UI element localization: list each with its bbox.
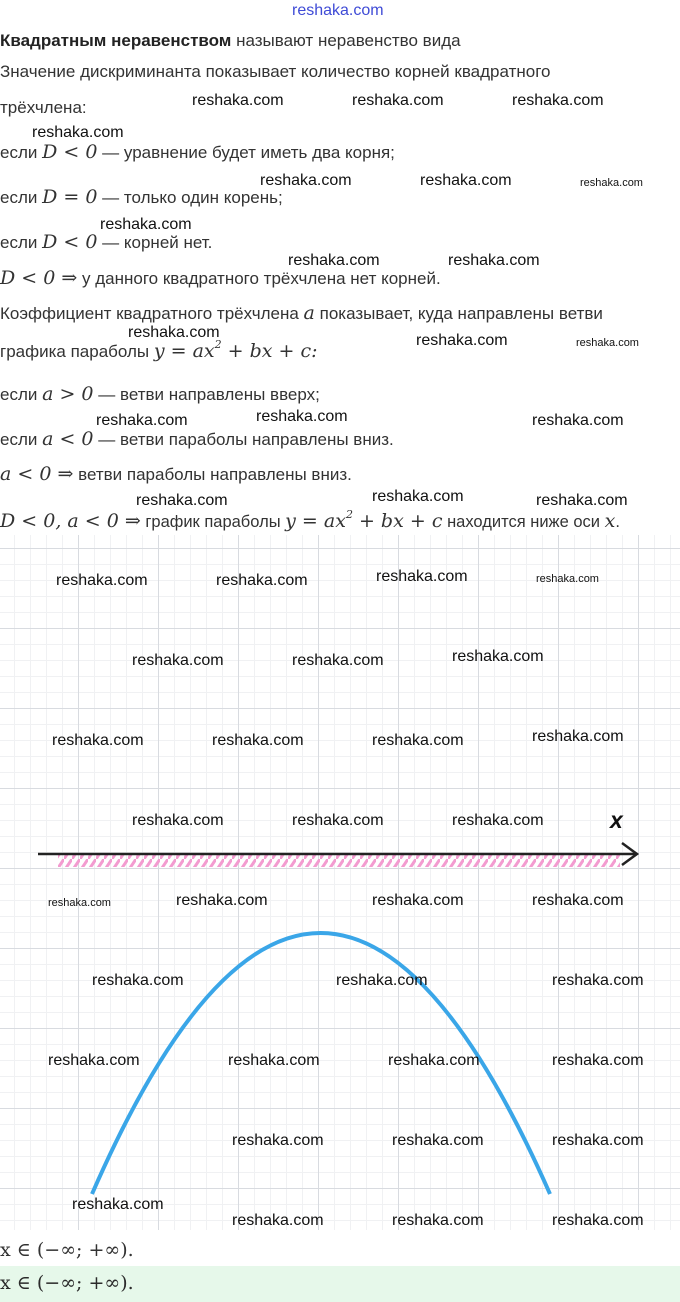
case-d-less-zero-two-roots	[0, 141, 395, 163]
watermark: reshaka.com	[52, 732, 144, 749]
watermark: reshaka.com	[132, 812, 224, 829]
watermark: reshaka.com	[132, 652, 224, 669]
watermark: reshaka.com	[512, 92, 604, 109]
case-math: D = 0	[42, 186, 98, 208]
watermark: reshaka.com	[532, 412, 624, 429]
case-text: — ветви параболы направлены вниз.	[98, 430, 394, 449]
case-a-less-zero	[0, 428, 394, 450]
watermark: reshaka.com	[192, 92, 284, 109]
case-math: a < 0	[42, 428, 94, 450]
watermark: reshaka.com	[100, 216, 192, 233]
formula-part: y = ax	[285, 510, 346, 532]
answer-final: x ∈ (−∞; +∞).	[0, 1272, 134, 1294]
conclusion-branches-down	[0, 463, 352, 485]
conclusion-text: у данного квадратного трёхчлена нет корней.	[82, 269, 441, 288]
watermark: reshaka.com	[176, 892, 268, 909]
formula-part: + bx + c	[352, 510, 443, 532]
watermark: reshaka.com	[372, 732, 464, 749]
watermark: reshaka.com	[452, 648, 544, 665]
watermark: reshaka.com	[292, 652, 384, 669]
case-text: — уравнение будет иметь два корня;	[102, 143, 395, 162]
watermark: reshaka.com	[128, 324, 220, 341]
watermark: reshaka.com	[92, 972, 184, 989]
conclusion-math: D < 0, a < 0 ⇒	[0, 510, 141, 532]
watermark: reshaka.com	[388, 1052, 480, 1069]
watermark: reshaka.com	[32, 124, 124, 141]
parabola-formula	[285, 510, 442, 532]
watermark: reshaka.com	[228, 1052, 320, 1069]
case-text: — только один корень;	[102, 188, 283, 207]
coefficient-text: Коэффициент квадратного трёхчлена	[0, 304, 299, 323]
case-prefix: если	[0, 188, 38, 207]
watermark: reshaka.com	[536, 492, 628, 509]
coefficient-text: графика параболы	[0, 342, 150, 361]
watermark: reshaka.com	[372, 488, 464, 505]
formula-part: y = ax	[153, 340, 215, 362]
discriminant-line-2: трёхчлена:	[0, 98, 87, 117]
watermark: reshaka.com	[452, 812, 544, 829]
watermark: reshaka.com	[292, 2, 384, 19]
watermark: reshaka.com	[580, 177, 643, 189]
case-prefix: если	[0, 143, 38, 162]
case-prefix: если	[0, 430, 38, 449]
answer-box	[0, 1266, 680, 1302]
watermark: reshaka.com	[72, 1196, 164, 1213]
watermark: reshaka.com	[48, 897, 111, 909]
formula-exponent: 2	[214, 338, 222, 351]
watermark: reshaka.com	[232, 1132, 324, 1149]
watermark: reshaka.com	[536, 573, 599, 585]
answer-math: x ∈ (−∞; +∞).	[0, 1239, 134, 1261]
conclusion-text: график параболы	[145, 513, 281, 531]
watermark: reshaka.com	[376, 568, 468, 585]
formula-part: + bx + c:	[221, 340, 318, 362]
watermark: reshaka.com	[416, 332, 508, 349]
axis-var: x	[604, 510, 616, 532]
case-math: a > 0	[42, 383, 94, 405]
watermark: reshaka.com	[532, 892, 624, 909]
watermark: reshaka.com	[392, 1132, 484, 1149]
coefficient-var: a	[303, 302, 315, 324]
conclusion-below-axis	[0, 508, 620, 532]
watermark: reshaka.com	[552, 972, 644, 989]
case-math: D < 0	[42, 231, 98, 253]
discriminant-line-1: Значение дискриминанта показывает количество корней квадратного	[0, 62, 551, 81]
watermark: reshaka.com	[212, 732, 304, 749]
formula-exponent: 2	[345, 508, 353, 521]
watermark: reshaka.com	[372, 892, 464, 909]
case-d-equals-zero	[0, 186, 283, 208]
watermark: reshaka.com	[532, 728, 624, 745]
watermark: reshaka.com	[260, 172, 352, 189]
case-math: D < 0	[42, 141, 98, 163]
watermark: reshaka.com	[392, 1212, 484, 1229]
watermark: reshaka.com	[552, 1212, 644, 1229]
watermark: reshaka.com	[420, 172, 512, 189]
definition-term: Квадратным неравенством	[0, 31, 232, 50]
watermark: reshaka.com	[576, 337, 639, 349]
case-d-less-zero-no-roots	[0, 231, 212, 253]
watermark: reshaka.com	[448, 252, 540, 269]
parabola-formula	[154, 340, 318, 362]
case-prefix: если	[0, 233, 38, 252]
watermark: reshaka.com	[136, 492, 228, 509]
watermark: reshaka.com	[48, 1052, 140, 1069]
period: .	[615, 513, 620, 531]
watermark: reshaka.com	[352, 92, 444, 109]
watermark: reshaka.com	[256, 408, 348, 425]
conclusion-text: находится ниже оси	[447, 513, 600, 531]
parabola-graph	[0, 535, 680, 1230]
watermark: reshaka.com	[216, 572, 308, 589]
answer-line	[0, 1239, 134, 1261]
watermark: reshaka.com	[232, 1212, 324, 1229]
hatched-region	[58, 855, 620, 867]
watermark: reshaka.com	[552, 1132, 644, 1149]
watermark: reshaka.com	[552, 1052, 644, 1069]
definition-line	[0, 31, 461, 51]
conclusion-text: ветви параболы направлены вниз.	[78, 465, 352, 484]
conclusion-math: D < 0 ⇒	[0, 267, 78, 289]
graph-svg	[0, 535, 680, 1230]
x-axis-label: x	[610, 807, 623, 833]
case-a-greater-zero	[0, 383, 320, 405]
case-text: — корней нет.	[102, 233, 213, 252]
case-prefix: если	[0, 385, 38, 404]
coefficient-line-1	[0, 302, 603, 324]
watermark: reshaka.com	[292, 812, 384, 829]
coefficient-text: показывает, куда направлены ветви	[319, 304, 603, 323]
watermark: reshaka.com	[96, 412, 188, 429]
watermark: reshaka.com	[336, 972, 428, 989]
watermark: reshaka.com	[56, 572, 148, 589]
case-text: — ветви направлены вверх;	[98, 385, 320, 404]
definition-text: называют неравенство вида	[236, 31, 461, 50]
watermark: reshaka.com	[288, 252, 380, 269]
conclusion-no-roots	[0, 267, 441, 289]
conclusion-math: a < 0 ⇒	[0, 463, 74, 485]
